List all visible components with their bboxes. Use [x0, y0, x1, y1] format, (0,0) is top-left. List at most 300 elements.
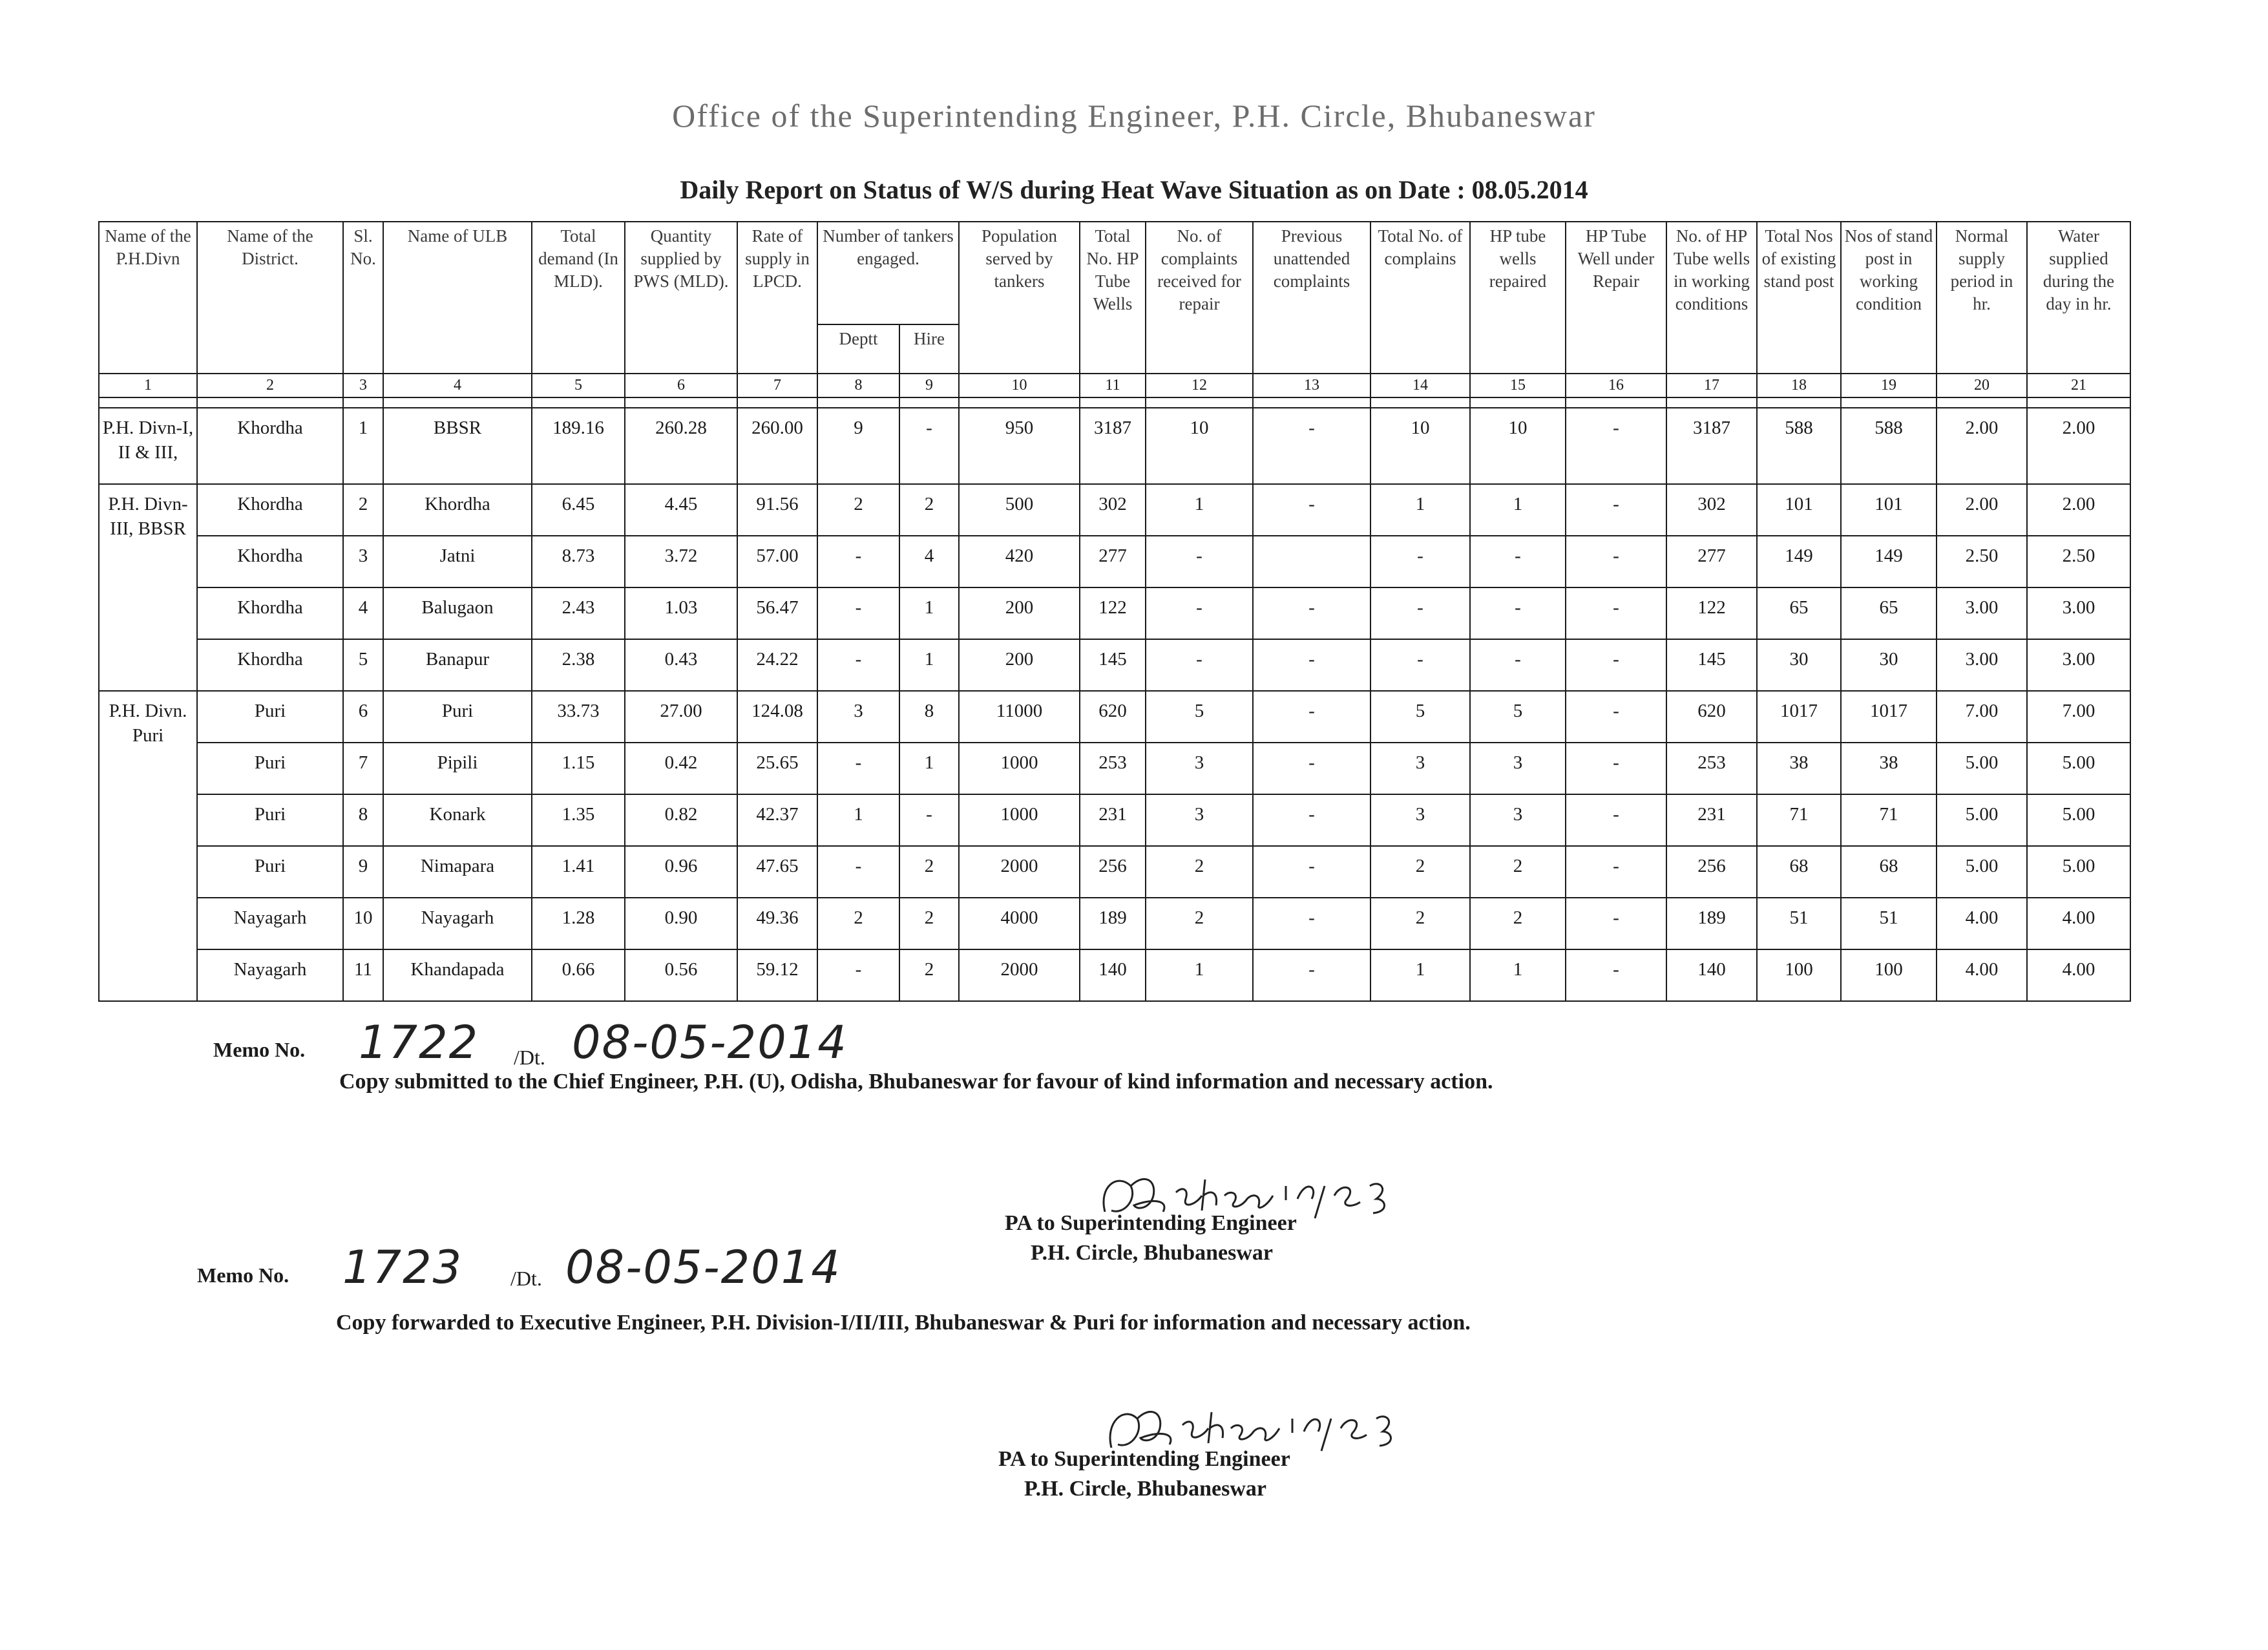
cell-sl-no: 5: [343, 639, 383, 691]
memo2-dt-label: /Dt.: [510, 1267, 542, 1290]
cell-district: Nayagarh: [197, 898, 343, 949]
cell-stand-post-working: 1017: [1841, 691, 1937, 743]
cell-rate-of-supply: 49.36: [737, 898, 817, 949]
cell-total-complains: 1: [1370, 949, 1470, 1001]
cell-ulb: Balugaon: [383, 587, 532, 639]
header-total-complains: Total No. of complains: [1370, 222, 1470, 374]
cell-normal-supply: 5.00: [1937, 846, 2027, 898]
table-row: [99, 898, 2130, 949]
cell-tankers-deptt: -: [817, 743, 899, 794]
memo2-sig-line2: P.H. Circle, Bhubaneswar: [1024, 1476, 1266, 1501]
cell-total-hp: 3187: [1080, 408, 1146, 484]
report-title: Daily Report on Status of W/S during Heat Wave Situation as on Date : 08.05.2014: [680, 175, 1588, 204]
cell-stand-post-working: 51: [1841, 898, 1937, 949]
column-number: 1: [99, 374, 197, 397]
cell-normal-supply: 7.00: [1937, 691, 2027, 743]
cell-population: 950: [959, 408, 1080, 484]
header-population: Population served by tankers: [959, 222, 1080, 374]
header-tankers: Number of tankers engaged.: [817, 222, 959, 324]
cell-total-complains: -: [1370, 536, 1470, 587]
cell-normal-supply: 2.00: [1937, 484, 2027, 536]
cell-complaints-received: -: [1146, 587, 1253, 639]
cell-stand-post-working: 100: [1841, 949, 1937, 1001]
cell-tankers-deptt: 3: [817, 691, 899, 743]
cell-ulb: Jatni: [383, 536, 532, 587]
cell-hp-repaired: -: [1470, 639, 1566, 691]
cell-hp-working: 3187: [1666, 408, 1757, 484]
column-number: 14: [1370, 374, 1470, 397]
cell-quantity-supplied: 27.00: [625, 691, 737, 743]
cell-water-supplied: 3.00: [2027, 639, 2130, 691]
cell-hp-under-repair: -: [1566, 898, 1666, 949]
cell-tankers-hire: 1: [899, 587, 959, 639]
memo1-number: 1722: [359, 1016, 479, 1069]
spacer-cell: [1841, 397, 1937, 408]
cell-total-demand: 2.38: [532, 639, 625, 691]
spacer-cell: [1080, 397, 1146, 408]
cell-total-hp: 253: [1080, 743, 1146, 794]
cell-tankers-hire: -: [899, 408, 959, 484]
memo2-label: Memo No.: [197, 1264, 289, 1287]
cell-existing-stand-post: 100: [1757, 949, 1841, 1001]
cell-water-supplied: 5.00: [2027, 794, 2130, 846]
column-number: 18: [1757, 374, 1841, 397]
cell-hp-repaired: 2: [1470, 846, 1566, 898]
cell-rate-of-supply: 47.65: [737, 846, 817, 898]
cell-total-complains: 1: [1370, 484, 1470, 536]
cell-rate-of-supply: 124.08: [737, 691, 817, 743]
cell-district: Nayagarh: [197, 949, 343, 1001]
cell-total-hp: 277: [1080, 536, 1146, 587]
spacer-cell: [99, 397, 197, 408]
spacer-cell: [1566, 397, 1666, 408]
spacer-cell: [2027, 397, 2130, 408]
cell-complaints-received: -: [1146, 639, 1253, 691]
cell-previous-unattended: -: [1253, 743, 1370, 794]
table-row: [99, 639, 2130, 691]
cell-existing-stand-post: 51: [1757, 898, 1841, 949]
cell-ulb: Banapur: [383, 639, 532, 691]
spacer-cell: [959, 397, 1080, 408]
cell-total-complains: 10: [1370, 408, 1470, 484]
cell-stand-post-working: 68: [1841, 846, 1937, 898]
cell-population: 2000: [959, 949, 1080, 1001]
cell-quantity-supplied: 0.82: [625, 794, 737, 846]
column-number: 3: [343, 374, 383, 397]
cell-total-complains: 3: [1370, 743, 1470, 794]
cell-normal-supply: 3.00: [1937, 587, 2027, 639]
cell-sl-no: 6: [343, 691, 383, 743]
cell-rate-of-supply: 56.47: [737, 587, 817, 639]
cell-total-complains: -: [1370, 587, 1470, 639]
cell-hp-under-repair: -: [1566, 536, 1666, 587]
memo1-dt-label: /Dt.: [514, 1046, 545, 1069]
cell-quantity-supplied: 4.45: [625, 484, 737, 536]
spacer-cell: [1146, 397, 1253, 408]
column-number: 16: [1566, 374, 1666, 397]
cell-quantity-supplied: 260.28: [625, 408, 737, 484]
cell-sl-no: 7: [343, 743, 383, 794]
cell-total-complains: -: [1370, 639, 1470, 691]
cell-district: Khordha: [197, 639, 343, 691]
cell-divn: P.H. Divn-III, BBSR: [99, 484, 197, 691]
column-number: 6: [625, 374, 737, 397]
spacer-cell: [1757, 397, 1841, 408]
cell-hp-under-repair: -: [1566, 794, 1666, 846]
cell-existing-stand-post: 71: [1757, 794, 1841, 846]
cell-tankers-deptt: -: [817, 949, 899, 1001]
cell-previous-unattended: -: [1253, 898, 1370, 949]
cell-previous-unattended: -: [1253, 949, 1370, 1001]
cell-ulb: Konark: [383, 794, 532, 846]
cell-previous-unattended: -: [1253, 408, 1370, 484]
cell-hp-working: 145: [1666, 639, 1757, 691]
spacer-cell: [383, 397, 532, 408]
cell-water-supplied: 2.50: [2027, 536, 2130, 587]
cell-previous-unattended: -: [1253, 846, 1370, 898]
cell-stand-post-working: 588: [1841, 408, 1937, 484]
cell-sl-no: 3: [343, 536, 383, 587]
spacer-cell: [899, 397, 959, 408]
table-row: [99, 743, 2130, 794]
cell-normal-supply: 2.50: [1937, 536, 2027, 587]
cell-population: 11000: [959, 691, 1080, 743]
cell-total-demand: 33.73: [532, 691, 625, 743]
cell-total-demand: 2.43: [532, 587, 625, 639]
cell-district: Puri: [197, 846, 343, 898]
cell-hp-under-repair: -: [1566, 949, 1666, 1001]
cell-existing-stand-post: 65: [1757, 587, 1841, 639]
cell-total-demand: 1.28: [532, 898, 625, 949]
header-total-demand: Total demand (In MLD).: [532, 222, 625, 374]
cell-normal-supply: 2.00: [1937, 408, 2027, 484]
cell-hp-repaired: 1: [1470, 484, 1566, 536]
cell-tankers-deptt: -: [817, 587, 899, 639]
spacer-cell: [1370, 397, 1470, 408]
cell-hp-working: 256: [1666, 846, 1757, 898]
cell-normal-supply: 5.00: [1937, 794, 2027, 846]
table-row: [99, 536, 2130, 587]
cell-hp-under-repair: -: [1566, 743, 1666, 794]
cell-rate-of-supply: 59.12: [737, 949, 817, 1001]
table-body: [99, 408, 2130, 1001]
cell-total-hp: 189: [1080, 898, 1146, 949]
header-complaints-received: No. of complaints received for repair: [1146, 222, 1253, 374]
cell-total-complains: 2: [1370, 846, 1470, 898]
cell-rate-of-supply: 42.37: [737, 794, 817, 846]
cell-hp-working: 302: [1666, 484, 1757, 536]
column-number-row: [99, 374, 2130, 397]
table-row: [99, 846, 2130, 898]
table-row: [99, 408, 2130, 484]
column-number: 21: [2027, 374, 2130, 397]
header-normal-supply: Normal supply period in hr.: [1937, 222, 2027, 374]
cell-district: Khordha: [197, 408, 343, 484]
cell-population: 2000: [959, 846, 1080, 898]
cell-hp-working: 620: [1666, 691, 1757, 743]
office-title: Office of the Superintending Engineer, P.H. Circle, Bhubaneswar: [672, 98, 1596, 134]
cell-water-supplied: 4.00: [2027, 898, 2130, 949]
cell-hp-working: 253: [1666, 743, 1757, 794]
cell-normal-supply: 4.00: [1937, 898, 2027, 949]
cell-normal-supply: 5.00: [1937, 743, 2027, 794]
cell-hp-working: 122: [1666, 587, 1757, 639]
cell-complaints-received: 3: [1146, 743, 1253, 794]
cell-complaints-received: 10: [1146, 408, 1253, 484]
cell-previous-unattended: -: [1253, 587, 1370, 639]
cell-total-hp: 231: [1080, 794, 1146, 846]
spacer-row: [99, 397, 2130, 408]
cell-population: 1000: [959, 794, 1080, 846]
cell-sl-no: 2: [343, 484, 383, 536]
cell-hp-working: 231: [1666, 794, 1757, 846]
cell-hp-under-repair: -: [1566, 639, 1666, 691]
cell-ulb: Nimapara: [383, 846, 532, 898]
cell-sl-no: 4: [343, 587, 383, 639]
cell-complaints-received: 1: [1146, 949, 1253, 1001]
cell-complaints-received: 5: [1146, 691, 1253, 743]
memo1-sig-line1: PA to Superintending Engineer: [1005, 1211, 1297, 1235]
cell-sl-no: 1: [343, 408, 383, 484]
cell-water-supplied: 4.00: [2027, 949, 2130, 1001]
cell-hp-under-repair: -: [1566, 587, 1666, 639]
cell-existing-stand-post: 588: [1757, 408, 1841, 484]
cell-quantity-supplied: 3.72: [625, 536, 737, 587]
memo2-copy-text: Copy forwarded to Executive Engineer, P.H. Division-I/II/III, Bhubaneswar & Puri for information and necessary action.: [336, 1311, 1471, 1335]
cell-rate-of-supply: 260.00: [737, 408, 817, 484]
table-row: [99, 587, 2130, 639]
cell-hp-repaired: 3: [1470, 794, 1566, 846]
cell-previous-unattended: -: [1253, 691, 1370, 743]
memo2-date: 08-05-2014: [565, 1241, 841, 1294]
cell-total-demand: 1.35: [532, 794, 625, 846]
column-number: 7: [737, 374, 817, 397]
memo1-date: 08-05-2014: [572, 1016, 848, 1069]
cell-existing-stand-post: 30: [1757, 639, 1841, 691]
cell-population: 200: [959, 587, 1080, 639]
column-number: 19: [1841, 374, 1937, 397]
cell-total-demand: 1.41: [532, 846, 625, 898]
cell-hp-repaired: 5: [1470, 691, 1566, 743]
cell-district: Khordha: [197, 587, 343, 639]
cell-sl-no: 8: [343, 794, 383, 846]
cell-complaints-received: 2: [1146, 898, 1253, 949]
cell-hp-repaired: -: [1470, 587, 1566, 639]
cell-tankers-hire: -: [899, 794, 959, 846]
cell-hp-working: 277: [1666, 536, 1757, 587]
cell-complaints-received: 3: [1146, 794, 1253, 846]
cell-hp-under-repair: -: [1566, 846, 1666, 898]
spacer-cell: [197, 397, 343, 408]
column-number: 2: [197, 374, 343, 397]
cell-hp-repaired: 1: [1470, 949, 1566, 1001]
cell-quantity-supplied: 0.90: [625, 898, 737, 949]
cell-tankers-deptt: -: [817, 536, 899, 587]
spacer-cell: [737, 397, 817, 408]
cell-tankers-deptt: 2: [817, 484, 899, 536]
cell-hp-under-repair: -: [1566, 408, 1666, 484]
cell-tankers-hire: 8: [899, 691, 959, 743]
cell-tankers-hire: 1: [899, 743, 959, 794]
header-hire: Hire: [899, 324, 959, 374]
column-number: 13: [1253, 374, 1370, 397]
cell-water-supplied: 2.00: [2027, 408, 2130, 484]
header-water-supplied: Water supplied during the day in hr.: [2027, 222, 2130, 374]
header-hp-working: No. of HP Tube wells in working conditions: [1666, 222, 1757, 374]
cell-hp-repaired: 2: [1470, 898, 1566, 949]
table-row: [99, 484, 2130, 536]
cell-sl-no: 9: [343, 846, 383, 898]
cell-tankers-deptt: 2: [817, 898, 899, 949]
cell-total-hp: 140: [1080, 949, 1146, 1001]
cell-existing-stand-post: 38: [1757, 743, 1841, 794]
cell-total-complains: 2: [1370, 898, 1470, 949]
cell-rate-of-supply: 25.65: [737, 743, 817, 794]
cell-existing-stand-post: 149: [1757, 536, 1841, 587]
cell-total-demand: 0.66: [532, 949, 625, 1001]
cell-population: 200: [959, 639, 1080, 691]
cell-total-demand: 189.16: [532, 408, 625, 484]
cell-tankers-deptt: 9: [817, 408, 899, 484]
cell-stand-post-working: 101: [1841, 484, 1937, 536]
header-rate-of-supply: Rate of supply in LPCD.: [737, 222, 817, 374]
cell-total-complains: 3: [1370, 794, 1470, 846]
cell-quantity-supplied: 0.56: [625, 949, 737, 1001]
spacer-cell: [625, 397, 737, 408]
cell-quantity-supplied: 0.96: [625, 846, 737, 898]
cell-tankers-hire: 4: [899, 536, 959, 587]
memo2-number: 1723: [342, 1241, 463, 1294]
cell-ulb: Khandapada: [383, 949, 532, 1001]
cell-total-demand: 6.45: [532, 484, 625, 536]
cell-water-supplied: 7.00: [2027, 691, 2130, 743]
column-number: 10: [959, 374, 1080, 397]
memo2-sig-line1: PA to Superintending Engineer: [998, 1447, 1290, 1471]
cell-tankers-deptt: -: [817, 639, 899, 691]
header-divn: Name of the P.H.Divn: [99, 222, 197, 374]
cell-tankers-hire: 2: [899, 846, 959, 898]
cell-rate-of-supply: 57.00: [737, 536, 817, 587]
cell-quantity-supplied: 1.03: [625, 587, 737, 639]
cell-rate-of-supply: 91.56: [737, 484, 817, 536]
cell-quantity-supplied: 0.42: [625, 743, 737, 794]
column-number: 12: [1146, 374, 1253, 397]
cell-divn: P.H. Divn-I, II & III,: [99, 408, 197, 484]
cell-population: 500: [959, 484, 1080, 536]
cell-normal-supply: 3.00: [1937, 639, 2027, 691]
cell-complaints-received: 2: [1146, 846, 1253, 898]
cell-tankers-hire: 2: [899, 898, 959, 949]
cell-district: Khordha: [197, 484, 343, 536]
column-number: 5: [532, 374, 625, 397]
cell-hp-working: 140: [1666, 949, 1757, 1001]
cell-stand-post-working: 65: [1841, 587, 1937, 639]
cell-hp-repaired: -: [1470, 536, 1566, 587]
cell-district: Puri: [197, 691, 343, 743]
spacer-cell: [1937, 397, 2027, 408]
cell-tankers-hire: 1: [899, 639, 959, 691]
cell-sl-no: 11: [343, 949, 383, 1001]
header-quantity-supplied: Quantity supplied by PWS (MLD).: [625, 222, 737, 374]
spacer-cell: [817, 397, 899, 408]
cell-rate-of-supply: 24.22: [737, 639, 817, 691]
cell-total-hp: 145: [1080, 639, 1146, 691]
cell-hp-under-repair: -: [1566, 691, 1666, 743]
cell-water-supplied: 2.00: [2027, 484, 2130, 536]
cell-district: Khordha: [197, 536, 343, 587]
cell-total-hp: 302: [1080, 484, 1146, 536]
cell-tankers-deptt: -: [817, 846, 899, 898]
cell-ulb: Nayagarh: [383, 898, 532, 949]
cell-previous-unattended: -: [1253, 484, 1370, 536]
column-number: 9: [899, 374, 959, 397]
cell-sl-no: 10: [343, 898, 383, 949]
cell-population: 420: [959, 536, 1080, 587]
memo1-sig-line2: P.H. Circle, Bhubaneswar: [1031, 1240, 1273, 1265]
cell-population: 1000: [959, 743, 1080, 794]
cell-quantity-supplied: 0.43: [625, 639, 737, 691]
cell-total-complains: 5: [1370, 691, 1470, 743]
cell-tankers-deptt: 1: [817, 794, 899, 846]
cell-ulb: BBSR: [383, 408, 532, 484]
header-hp-under-repair: HP Tube Well under Repair: [1566, 222, 1666, 374]
table-row: [99, 794, 2130, 846]
cell-stand-post-working: 38: [1841, 743, 1937, 794]
cell-total-hp: 122: [1080, 587, 1146, 639]
column-number: 15: [1470, 374, 1566, 397]
column-number: 8: [817, 374, 899, 397]
spacer-cell: [1470, 397, 1566, 408]
cell-normal-supply: 4.00: [1937, 949, 2027, 1001]
cell-stand-post-working: 30: [1841, 639, 1937, 691]
cell-water-supplied: 5.00: [2027, 846, 2130, 898]
memo1-label: Memo No.: [213, 1038, 306, 1061]
cell-stand-post-working: 149: [1841, 536, 1937, 587]
header-hp-repaired: HP tube wells repaired: [1470, 222, 1566, 374]
cell-divn: P.H. Divn. Puri: [99, 691, 197, 1001]
cell-district: Puri: [197, 794, 343, 846]
cell-previous-unattended: -: [1253, 639, 1370, 691]
column-number: 20: [1937, 374, 2027, 397]
header-ulb: Name of ULB: [383, 222, 532, 374]
cell-water-supplied: 5.00: [2027, 743, 2130, 794]
cell-existing-stand-post: 68: [1757, 846, 1841, 898]
cell-existing-stand-post: 101: [1757, 484, 1841, 536]
cell-complaints-received: -: [1146, 536, 1253, 587]
table-row: [99, 949, 2130, 1001]
cell-hp-repaired: 10: [1470, 408, 1566, 484]
cell-previous-unattended: [1253, 536, 1370, 587]
header-existing-stand-post: Total Nos of existing stand post: [1757, 222, 1841, 374]
cell-ulb: Pipili: [383, 743, 532, 794]
cell-ulb: Puri: [383, 691, 532, 743]
cell-stand-post-working: 71: [1841, 794, 1937, 846]
table-row: [99, 691, 2130, 743]
cell-tankers-hire: 2: [899, 484, 959, 536]
cell-hp-under-repair: -: [1566, 484, 1666, 536]
column-number: 4: [383, 374, 532, 397]
cell-total-hp: 256: [1080, 846, 1146, 898]
cell-existing-stand-post: 1017: [1757, 691, 1841, 743]
memo1-copy-text: Copy submitted to the Chief Engineer, P.H. (U), Odisha, Bhubaneswar for favour of kind information and necessary action.: [339, 1070, 1493, 1094]
status-report-table: [98, 221, 2131, 1002]
cell-district: Puri: [197, 743, 343, 794]
column-number: 11: [1080, 374, 1146, 397]
cell-tankers-hire: 2: [899, 949, 959, 1001]
spacer-cell: [343, 397, 383, 408]
spacer-cell: [1666, 397, 1757, 408]
cell-hp-working: 189: [1666, 898, 1757, 949]
